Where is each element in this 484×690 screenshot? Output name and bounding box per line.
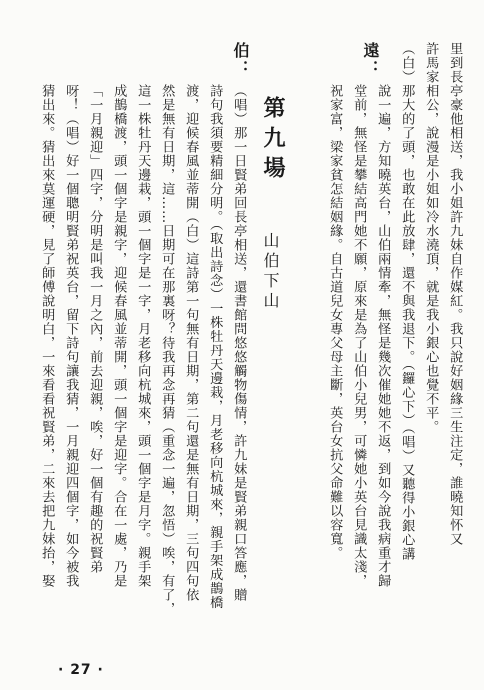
text-column: 說一遍，方知曉英台，山伯兩情牽，無怪是幾次催她她不返，到如今說我病重才歸 xyxy=(375,84,391,588)
text-column: 成鵲橋渡，頭一個字是親字，迎候春風並蒂開，頭一個字是迎字。合在一處，乃是 xyxy=(111,84,127,588)
text-column: 然是無有日期，這……日期可在那裏呀？待我再念再猜（重念一遍，忽悟）唉，有了， xyxy=(159,84,175,616)
text-column: 祝家富，梁家貧怎結姻緣。自古道兒女專父母主斷，英台女抗父命難以容寬。 xyxy=(327,84,343,560)
text-column: 「一月親迎」四字，分明是叫我一月之內，前去迎親，唉，好一個有趣的祝賢弟 xyxy=(87,84,103,574)
text-column: （唱）那一日賢弟回長亭相送，還書館問悠悠觸物傷情，許九妹是賢弟親口答應，贈 xyxy=(231,84,247,602)
text-column: 猜出來。猜出來莫運硬，見了師傅說明白，一來看看祝賢弟，二來去把九妹抬，娶 xyxy=(39,84,55,588)
text-column: 堂前，無怪是攀結高門她不願，原來是為了山伯小兒男，可憐她小英台見識太淺， xyxy=(351,84,367,588)
text-column: 許馬家相公，說漫是小姐如冷水澆頂，就是我小銀心也覺不平。 xyxy=(423,42,439,434)
scene-location: 山伯下山 xyxy=(261,232,280,312)
scene-title: 第九場 xyxy=(260,96,286,186)
text-column: 里到長亭豪他相送，我小姐許九妹自作媒紅。我只說好姻緣三生注定，誰曉知怀又 xyxy=(447,42,463,546)
text-column: （白）那大的了頭，也敢在此放肆，還不與我退下。（鑼心下）（唱）又聽得小銀心講 xyxy=(399,42,415,561)
page-number: · 27 · xyxy=(58,662,104,678)
speaker-yuan: 遠： xyxy=(361,42,380,78)
text-column: 詩句我須要精細分明。（取出詩念）一株牡丹天邊栽，月老移向杭城來，親手架成鵲橋 xyxy=(207,84,223,610)
text-column: 渡，迎候春風並蒂開（白）這詩第一句無有日期，第二句還是無有日期，三句四句依 xyxy=(183,84,199,602)
text-column: 呀！（唱）好一個聰明賢弟祝英台，留下詩句讓我猜，一月親迎四個字，如今被我 xyxy=(63,84,79,588)
text-column: 這一株牡丹天邊栽，頭一個字是一字，月老移向杭城來，頭一個字是月字。親手架 xyxy=(135,84,151,588)
speaker-bo: 伯： xyxy=(231,42,250,78)
